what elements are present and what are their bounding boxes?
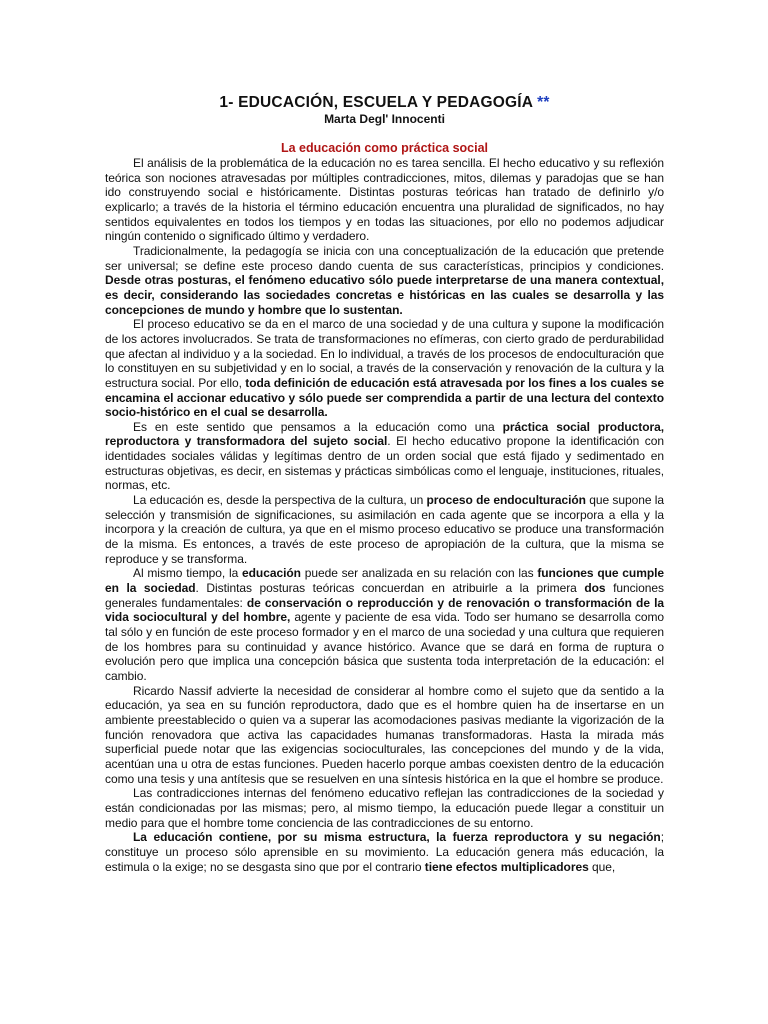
body-paragraph [105,317,664,420]
text-run: agente y paciente de esa vida. Todo ser humano se desarrolla como tal sólo y en función de este proceso formador y en el marco de una sociedad y una cultura que requieren de los hombres para su continuidad y avance histórico. Avance que se dará en forma de ruptura o evolución pero que implica una concepción básica que sustenta toda interpretación de la educación: el cambio. [105,610,665,683]
body-paragraph [105,244,664,317]
body-paragraph [105,420,664,493]
bold-text-run: práctica social productora, reproductora y transformadora del sujeto social [105,419,665,449]
body-paragraph [105,830,664,874]
text-run: El análisis de la problemática de la educación no es tarea sencilla. El hecho educativo y su reflexión teórica son nociones atravesadas por múltiples contradicciones, mitos, dilemas y paradojas que se han ido construyendo social e históricamente. Distintas posturas teóricas han tratado de definirlo y/o explicarlo; a través de la historia el término educación encuentra una pluralidad de significados, no hay sentidos equivalentes en todos los tiempos y en todas las situaciones, por ello no podemos adjudicar ningún contenido o significado último y verdadero. [105,156,664,244]
bold-text-run: educación [242,566,301,581]
text-run: que supone la selección y transmisión de significaciones, su asimilación en cada agente que se incorpora a ella y la incorpora y la creación de cultura, ya que en el mismo proceso educativo se produce una transformación de la misma. Es entonces, a través de este proceso de apropiación de la cultura, que la misma se reproduce y se transforma. [105,493,664,566]
text-run: Es en este sentido que pensamos a la educación como una [133,419,503,434]
body-text [105,156,664,874]
text-run: El proceso educativo se da en el marco de una sociedad y de una cultura y supone la modificación de los actores involucrados. Se trata de transformaciones no efímeras, con cierto grado de perdurabilidad que afectan al individuo y a la sociedad. En lo individual, a través de los procesos de endoculturación que lo constituyen en su subjetividad y en lo social, a través de la conservación y renovación de la cultura y la estructura social. Por ello, [105,317,664,390]
text-run: que, [588,859,616,874]
bold-text-run: toda definición de educación está atravesada por los fines a los cuales se encamina el accionar educativo y sólo puede ser comprendida a partir de una lectura del contexto socio-histórico en el cual se desarrolla. [105,375,664,420]
text-run: La educación es, desde la perspectiva de la cultura, un [133,493,427,508]
body-paragraph [105,786,664,830]
text-run: Las contradicciones internas del fenómeno educativo reflejan las contradicciones de la sociedad y están condicionadas por las mismas; pero, al mismo tiempo, la educación puede llegar a constituir un medio para que el hombre tome conciencia de las contradicciones de su entorno. [105,786,664,830]
text-run: Ricardo Nassif advierte la necesidad de considerar al hombre como el sujeto que da sentido a la educación, ya sea en su función reproductora, dado que es el hombre quien ha de insertarse en un ambiente preestablecido o quien va a superar las acomodaciones pasivas mediante la vigorización de la función renovadora que activa las capacidades humanas transformadoras. Hasta la mirada más superficial puede notar que las exigencias socioculturales, las concepciones del mundo y de la vida, acentúan una u otra de estas funciones. Pueden hacerlo porque ambas coexisten dentro de la educación como una tesis y una antítesis que se resuelven en una síntesis histórica en la que el hombre se produce. [105,683,664,786]
section-heading: La educación como práctica social [280,141,489,155]
bold-text-run: Desde otras posturas, el fenómeno educativo sólo puede interpretarse de una manera contextual, es decir, considerando las sociedades concretas e históricas en las cuales se desarrolla y las concepciones de mundo y hombre que lo sustentan. [105,273,664,317]
text-run: Tradicionalmente, la pedagogía se inicia con una conceptualización de la educación que pretende ser universal; se define este proceso dando cuenta de sus características, principios y condiciones. [105,243,664,273]
text-run: funciones generales fundamentales: [105,581,664,610]
body-paragraph [105,684,664,787]
body-paragraph [105,156,664,244]
footnote-stars-link[interactable]: ** [537,94,550,111]
author-name: Marta Degl' Innocenti [324,112,445,126]
bold-text-run: tiene efectos multiplicadores [424,859,589,874]
bold-text-run: dos [584,581,606,596]
document-title [105,94,664,112]
bold-text-run: de conservación o reproducción y de renovación o transformación de la vida sociocultural y del hombre, [105,595,664,625]
title-text: 1- EDUCACIÓN, ESCUELA Y PEDAGOGÍA [219,94,533,111]
text-run: . El hecho educativo propone la identificación con identidades sociales válidas y legítimas dentro de un orden social que está fijado y sedimentado en estructuras objetivas, es decir, en sistemas y prácticas simbólicas como el lenguaje, instituciones, rituales, normas, etc. [105,434,664,493]
text-run: . Distintas posturas teóricas concuerdan en atribuirle a la primera [195,581,585,596]
body-paragraph [105,566,664,683]
bold-text-run: La educación contiene, por su misma estructura, la fuerza reproductora y su negación [133,830,661,845]
text-run: ; constituye un proceso sólo aprensible en su movimiento. La educación genera más educación, la estimula o la exige; no se desgasta sino que por el contrario [105,830,664,874]
body-paragraph [105,493,664,566]
bold-text-run: funciones que cumple en la sociedad [105,566,665,596]
text-run: Al mismo tiempo, la [133,566,243,581]
text-run: puede ser analizada en su relación con las [300,566,538,581]
bold-text-run: proceso de endoculturación [426,493,586,508]
